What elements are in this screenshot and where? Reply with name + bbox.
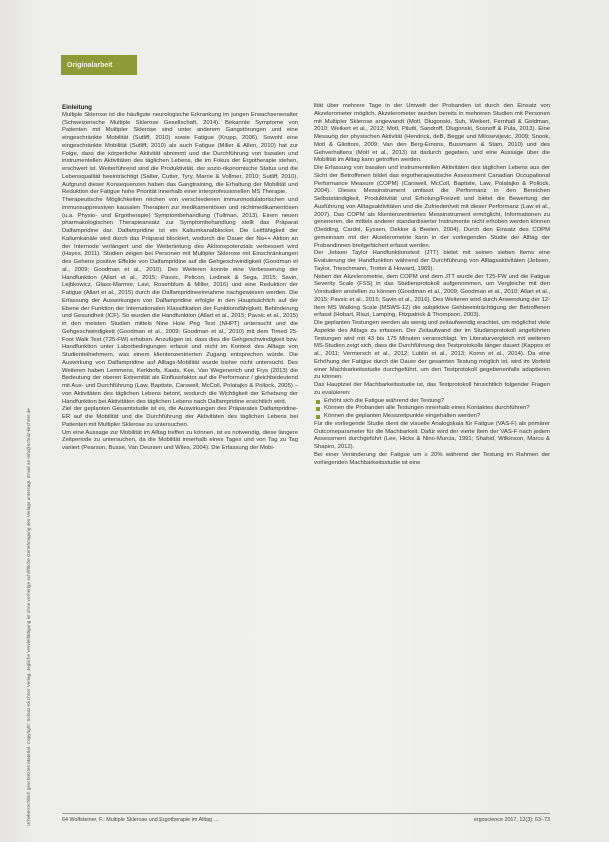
right-column — [314, 103, 550, 812]
section-tag-label: Originalarbeit — [67, 61, 113, 69]
section-heading: Einleitung — [62, 104, 92, 111]
section-tag — [61, 55, 137, 75]
footer-journal: ergoscience 2017, 12(3): 63–73 — [473, 817, 550, 823]
paragraph: Multiple Sklerose ist die häufigste neurologische Erkrankung im jungen Erwachsenenalter (Schweizerische Multiple Sklerose Gesellschaft, 2014). Bekannte Symptome von Patienten mit Multipler Sklerose sind unter anderem Gangstörungen und eine eingeschränkte Mobilität (Sutliff, 2010) sowie Fatigue (Krupp, 2006). Sowohl eine eingeschränkte Mobilität (Sutliff, 2010) als auch Fatigue (Miller & Allen, 2010) hat zur Folge, dass die körperliche Aktivität abnimmt und die Durchführung von basalen und instrumentellen Aktivitäten des täglichen Lebens, die im Fokus der Ergotherapie stehen, erschwert ist. Weiterführend sind die Produktivität, der sozio-ökonomische Status und die Lebensqualität beeinträchtigt (Salter, Cutter, Tyry, Marrie & Vollmer, 2010; Sutliff, 2010). Aufgrund dieser Konsequenzen haben das Gangtraining, die Erhaltung der Mobilität und Reduktion der Fatigue hohe Priorität innerhalb einer interprofessionellen MS Therapie. — [62, 111, 298, 196]
footer-divider — [62, 813, 550, 814]
paragraph: Ziel der geplanten Gesamtstudie ist es, die Auswirkungen des Präparates Dalfampridine-ER auf die Mobilität und die Durchführung der Aktivitäten des täglichen Lebens bei Patienten mit Multipler Sklerose zu untersuchen. — [62, 406, 298, 428]
copyright-side-note — [26, 96, 40, 826]
list-item: Können die geplanten Messzeitpunkte eingehalten werden? — [314, 413, 550, 421]
list-item: Erhöht sich die Fatigue während der Testung? — [314, 398, 550, 406]
paragraph: Neben der Akzelerometrie, dem COPM und dem JTT wurde der T25-FW und die Fatigue Severity Scale (FSS) in das Studienprotokoll aufgenommen, um Vergleiche mit den Vorstudien anstellen zu können (Goodman et al., 2009; Goodman et al., 2010; Allart et al., 2015; Pavsic et al., 2015; Savin et al., 2016). Des Weiteren wird durch Anwendung der 12-Item MS Walking Scale (MSWS-12) die subjektive Gehbeeinträchtigung der Betroffenen erfasst (Hobart, Riazi, Lamping, Fitzpatrick & Thompson, 2003). — [314, 273, 550, 319]
copyright-side-note-text: Urheberrechtlich geschütztes Material. Copyright: Schulz-Kirchner Verlag. Jegliche Vervielfältigung ist ohne vorherige schriftliche Genehmigung des Verlags untersagt. Email an info@schulz-kirchner.de — [26, 408, 31, 826]
left-column — [62, 104, 298, 812]
paragraph: Bei einer Veränderung der Fatigue um ≥ 20% während der Testung im Rahmen der vorliegenden Machbarkeitsstudie ist eine — [314, 451, 550, 466]
footer-citation: 64 Wolfsteiner, F.: Multiple Sklerose und Ergotherapie im Alltag … — [62, 817, 219, 823]
list-item: Können die Probanden alle Testungen innerhalb eines Kontaktes durchführen? — [314, 405, 550, 413]
paragraph: Der Jebsen Taylor Handfunktionstest (JTT) bietet mit seinen sieben Items eine Evaluierung der Handfunktion während der Durchführung von Alltagsaktivitäten (Jebsen, Taylor, Trieschmann, Trotter & Howard, 1969). — [314, 250, 550, 272]
paragraph: Um eine Aussage zur Mobilität im Alltag treffen zu können, ist es notwendig, diese längere Zeitperiode zu untersuchen, da die Mobilität innerhalb eines Tages und von Tag zu Tag variiert (Pearson, Busse, Van Deursen und Wiles, 2004). Die Erfassung der Mobi- — [62, 429, 298, 451]
page-footer — [62, 817, 550, 827]
paragraph: Für die vorliegende Studie dient die visuelle Analogskala für Fatigue (VAS-F) als primärer Outcomeparameter für die Machbarkeit. Dafür wird der vierte Item der VAS-F nach jedem Assessment durchgeführt (Lee, Hicks & Nino-Murcia, 1991; Shahid, Wilkinson, Marcu & Shapiro, 2012). — [314, 420, 550, 450]
paragraph: Die Erfassung von basalen und instrumentellen Aktivitäten des täglichen Lebens aus der Sicht der Betroffenen bildet das ergotherapeutische Assessment Canadian Occupational Performance Measure (COPM) (Carswell, McColl, Baptiste, Law, Polatajko & Pollock, 2004). Dieses Messinstrument umfasst die Performanz in den Bereichen Selbstständigkeit, Produktivität und Erholung/Freizeit und bietet die Bewertung der Ausführung von Alltagsaktivitäten und die Zufriedenheit mit dieser Performanz (Law et al., 2007). Das COPM als klientenzentriertes Messinstrument ermöglicht, Informationen zu generieren, die mittels anderer standardisierter Instrumente nicht erhoben werden können (Dedding, Cardol, Eyssen, Dekker & Beelen, 2004). Durch den Einsatz des COPM gemeinsam mit der Akzelerometrie kann in der vorliegenden Studie der Alltag der Probandinnen breitgefächert erfasst werden. — [314, 165, 550, 249]
paragraph: Das Hauptziel der Machbarkeitsstudie ist, das Testprotokoll hinsichtlich folgender Fragen zu evaluieren: — [314, 382, 550, 396]
paragraph: Die geplanten Testungen werden als wenig und zeitaufwendig erachtet, um möglichst viele Aspekte des Alltags zu erfassen. Der Zeitaufwand der im Studienprotokoll angeführten Testungen wird mit 43 bis 175 Minuten veranschlagt. Im Literaturvergleich mit weiteren MS-Studien zeigt sich, dass die Durchführung des Testprotokolls länger dauert (Kappos et al., 2011; Vermersch et al., 2012; Lublin et al., 2013; Kornn et al., 2014). Da eine Erhöhung der Fatigue durch die Dauer der gesamten Testung möglich ist, wird im Vorfeld einer Machbarkeitsstudie durchgeführt, um den Testprotokoll gegebenenfalls adaptieren zu können. — [314, 320, 550, 381]
paragraph: lität über mehrere Tage in der Umwelt der Probanden ist durch den Einsatz von Akzelerometer möglich. Akzelerometer wurden bereits in mehreren Studien mit Personen mit Multipler Sklerose angewandt (Motl, Dlugonski, Suh, Weikert, Fernhall & Goldman, 2010; Weikert et al., 2012; Motl, Pilutti, Sandroff, Dlugonski, Sosnoff & Pula, 2013). Eine Messung der physischen Aktivität (Hendrick, deB, Begge und Milosevijevic, 2009; Snook, Motl & Gliottoni, 2009; Van den Berg-Emons, Bussmann & Stam, 2010) und des Gehverhaltens (Motl et al., 2013) ist dadurch gegeben, und eine Aussage über die Mobilität im Alltag kann getroffen werden. — [314, 103, 550, 164]
question-list — [314, 398, 550, 421]
paragraph: Therapeutische Möglichkeiten reichen von verschiedenen immunmodulatorischen und immunsuppressiven kausalen Therapien zur medikamentösen und nichtmedikamentösen (u.a. Physio- und Ergotherapie) Symptombehandlung (Tullman, 2013). Einen neuen pharmakologischen Therapieansatz zur Symptombehandlung stellt das Präparat Dalfampridine dar. Dalfampridine ist ein Kaliumkanalblocker. Die Leitfähigkeit der Kaliumkanäle wird durch das Präparat blockiert, wodurch die Dauer der Na++ Aktion an der Internode verlängert und die Weiterleitung des Aktionspotenzials verbessert wird (Hayes, 2011). Studien zeigen bei Personen mit Multipler Sklerose mit Einschränkungen des Gehens positive Effekte von Dalfampridine auf die Gehgeschwindigkeit (Goodman et al., 2009; Goodman et al., 2010). Des Weiteren konnte eine Verbesserung der Handfunktion (Allart et al., 2015; Pavsic, Pelicon, Ledinek & Sega, 2015; Savin, Lejbkowicz, Glass-Marmor, Lavi, Rosenblum & Miller, 2016) und eine Reduktion der Fatigue (Allart et al., 2015) durch die Dalfampridineeinnahme nachgewiesen werden. Die Erfassung der Auswirkungen von Dalfampridine erfolgte in den Hauptsächlich auf der Ebene der Funktion der Internationalen Klassifikation der Funktionsfähigkeit, Behinderung und Gesundheit (ICF). So wurden die Handfunktion (Allart et al., 2015; Pavsic et al., 2015) in den meisten Studien mittels Nine Hole Peg Test (NHPT) untersucht und die Gehgeschwindigkeit (Goodman et al., 2009; Goodman et al., 2010) mit dem Timed 25-Foot Walk Test (T25-FW) erhoben. Anzufügen ist, dass dies die Gehgeschwindigkeit bzw. Handfunktion unter Laborbedingungen erfasst und nicht im Kontext des Alltags von Studienteilnehmern, was einem klientenzentrierten Zugang entsprechen würde. Die Auswirkung von Dalfampridine auf Alltags-Mobilität wurde bisher nicht untersucht. Des Weiteren haben Lemmens, Kerkhofs, Kaats, Kee, Van Wegenerich und Frys (2013) die Bedeutung der oberen Extremität als Einflussfaktor auf die Performanz / gleichbedeutend mit Aus- und Durchführung (Law, Baptiste, Carswell, McColl, Polatajko & Pollock, 2005) – von Aktivitäten des täglichen Lebens betont, wodurch die Wichtigkeit der Erhebung der Handfunktion bei Aktivitäten des täglichen Lebens nach Dalfampridine ersichtlich wird. — [62, 197, 298, 405]
